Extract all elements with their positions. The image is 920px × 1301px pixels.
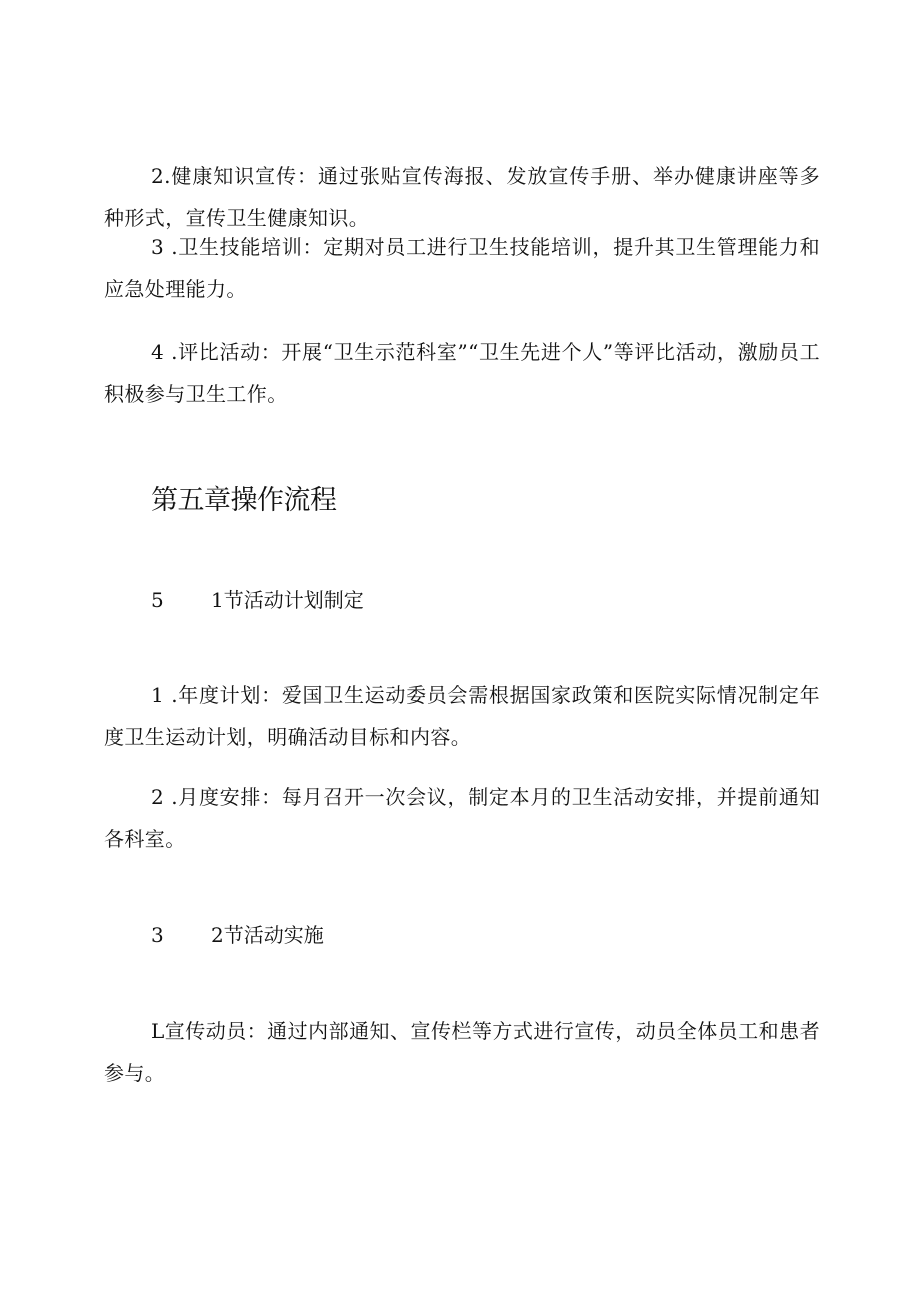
section-title: 1节活动计划制定 (211, 588, 364, 612)
section-number: 5 (151, 588, 164, 612)
section-heading-1 (151, 585, 364, 615)
paragraph-evaluation-activity: 4 .评比活动：开展“卫生示范科室”“卫生先进个人”等评比活动，激励员工积极参与卫生工作。 (104, 340, 820, 406)
paragraph-monthly-arrangement: 2 .月度安排：每月召开一次会议，制定本月的卫生活动安排，并提前通知各科室。 (104, 785, 820, 851)
section-heading-2 (151, 920, 324, 950)
chapter-title: 第五章操作流程 (151, 485, 337, 516)
section-number: 3 (151, 923, 164, 947)
paragraph-skill-training: 3 .卫生技能培训：定期对员工进行卫生技能培训，提升其卫生管理能力和应急处理能力。 (104, 235, 820, 301)
section-title: 2节活动实施 (211, 923, 324, 947)
paragraph-annual-plan: 1 .年度计划：爱国卫生运动委员会需根据国家政策和医院实际情况制定年度卫生运动计划，明确活动目标和内容。 (104, 683, 820, 749)
paragraph-health-knowledge: 2.健康知识宣传：通过张贴宣传海报、发放宣传手册、举办健康讲座等多种形式，宣传卫生健康知识。 (104, 164, 820, 230)
paragraph-publicity-mobilization: L宣传动员：通过内部通知、宣传栏等方式进行宣传，动员全体员工和患者参与。 (104, 1019, 820, 1085)
